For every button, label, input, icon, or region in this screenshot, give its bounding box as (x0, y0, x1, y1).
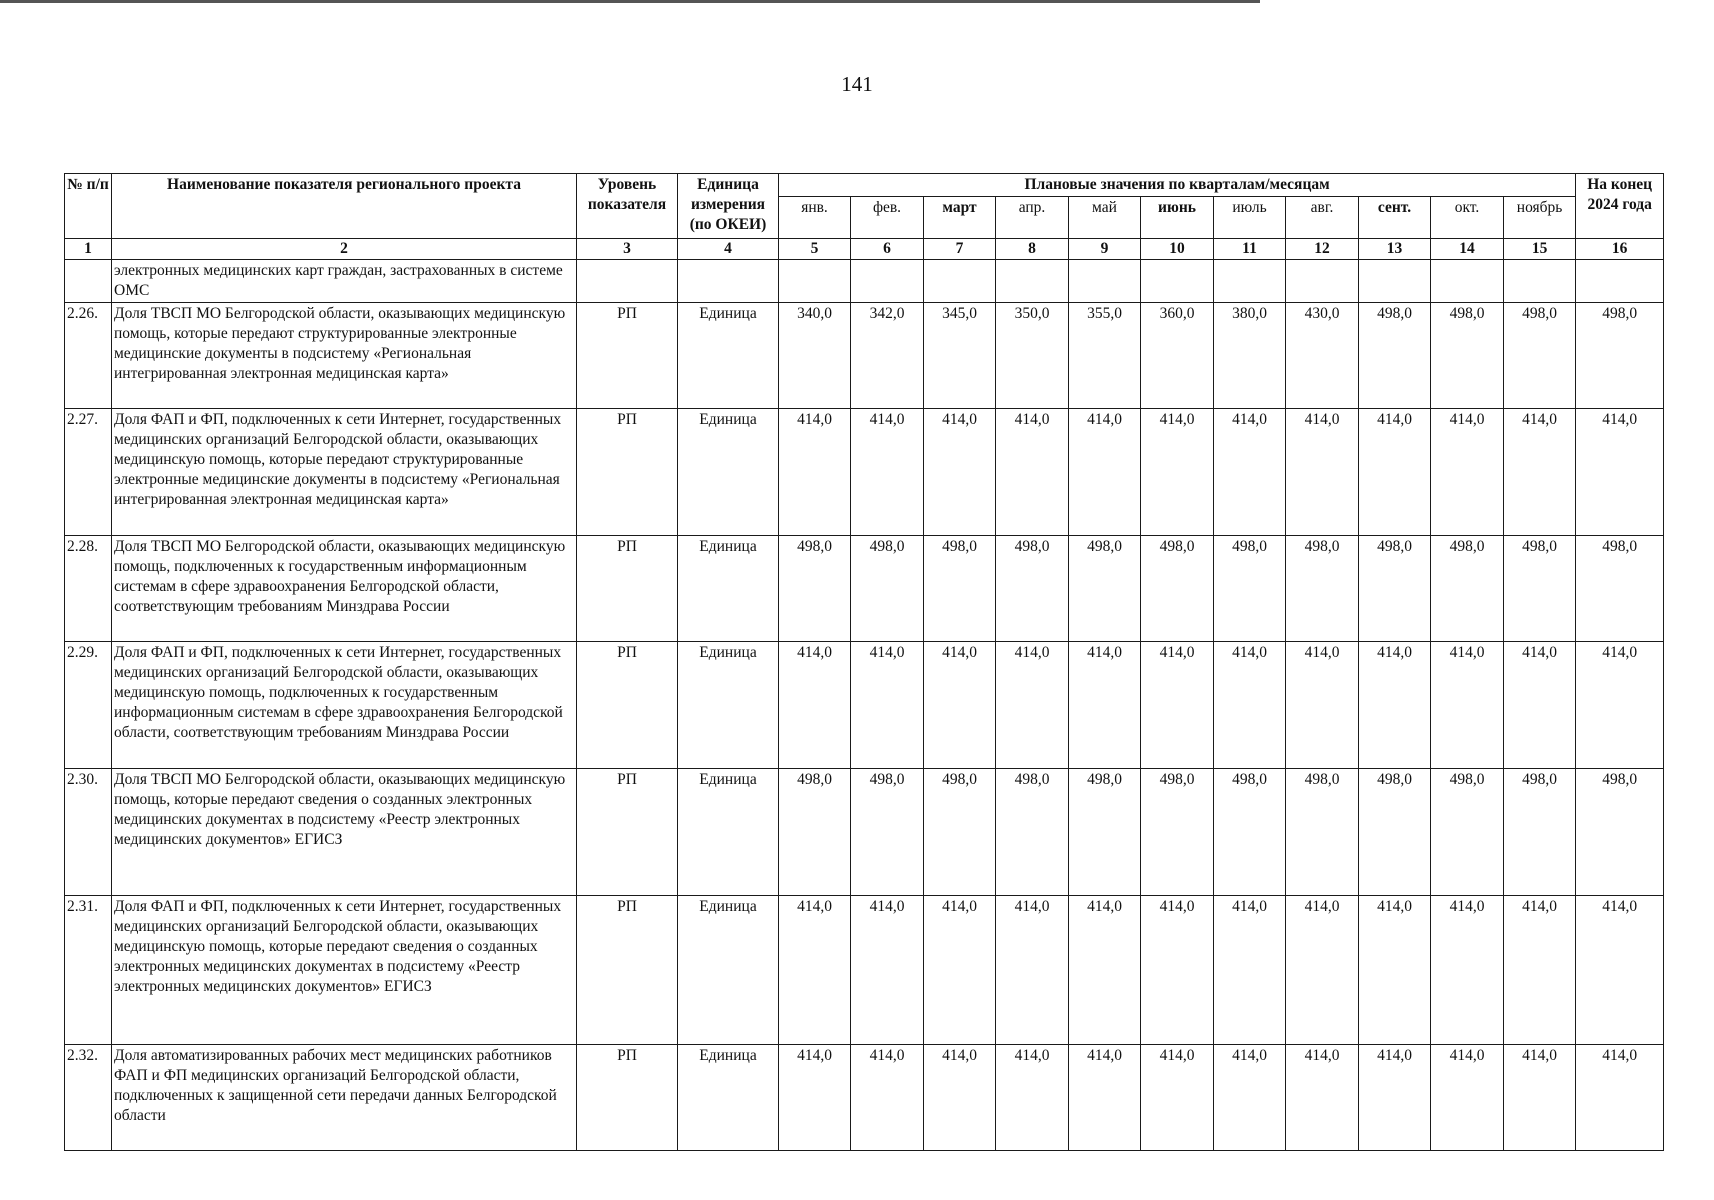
month-value: 414,0 (1286, 409, 1359, 536)
indicator-name: Доля автоматизированных рабочих мест медицинских работников ФАП и ФП медицинских организаций Белгородской области, подключенных к защищенной сети передачи данных Белгородской области (112, 1045, 577, 1151)
cell-empty (924, 260, 996, 303)
indicator-level: РП (577, 769, 678, 896)
month-value: 414,0 (851, 896, 924, 1045)
scan-edge-line (0, 0, 1260, 3)
col-number: 13 (1359, 239, 1431, 260)
month-value: 414,0 (1069, 896, 1141, 1045)
month-value: 414,0 (1504, 1045, 1576, 1151)
cell-empty (851, 260, 924, 303)
table-row (65, 1045, 1664, 1151)
month-value: 360,0 (1141, 303, 1214, 409)
indicator-level: РП (577, 536, 678, 642)
month-value: 414,0 (1359, 1045, 1431, 1151)
month-value: 498,0 (924, 536, 996, 642)
indicator-unit: Единица (678, 303, 779, 409)
month-value: 414,0 (851, 1045, 924, 1151)
month-value: 498,0 (1504, 303, 1576, 409)
indicator-unit: Единица (678, 1045, 779, 1151)
continuation-text: электронных медицинских карт граждан, застрахованных в системе ОМС (112, 260, 577, 303)
month-value: 498,0 (851, 769, 924, 896)
row-number: 2.32. (65, 1045, 112, 1151)
header-row-1 (65, 174, 1664, 197)
table-row (65, 409, 1664, 536)
col-number: 11 (1214, 239, 1286, 260)
col-number: 8 (996, 239, 1069, 260)
month-value: 498,0 (851, 536, 924, 642)
month-value: 414,0 (996, 896, 1069, 1045)
month-value: 340,0 (779, 303, 851, 409)
month-value: 498,0 (1286, 536, 1359, 642)
month-header: авг. (1286, 197, 1359, 239)
month-value: 414,0 (851, 642, 924, 769)
month-value: 498,0 (1431, 536, 1504, 642)
indicator-name: Доля ТВСП МО Белгородской области, оказывающих медицинскую помощь, которые передают сведения о созданных электронных медицинских документах в подсистему «Реестр электронных медицинских документов» ЕГИСЗ (112, 769, 577, 896)
indicator-unit: Единица (678, 769, 779, 896)
month-value: 498,0 (1214, 536, 1286, 642)
indicator-unit: Единица (678, 536, 779, 642)
cell-empty (65, 260, 112, 303)
cell-empty (1576, 260, 1664, 303)
month-value: 414,0 (1286, 896, 1359, 1045)
month-value: 350,0 (996, 303, 1069, 409)
month-value: 498,0 (779, 536, 851, 642)
month-header: окт. (1431, 197, 1504, 239)
col-number: 10 (1141, 239, 1214, 260)
col-number: 14 (1431, 239, 1504, 260)
cell-empty (1141, 260, 1214, 303)
month-value: 414,0 (779, 1045, 851, 1151)
table-row (65, 896, 1664, 1045)
indicator-unit: Единица (678, 642, 779, 769)
indicator-unit: Единица (678, 896, 779, 1045)
col-header-num: № п/п (65, 174, 112, 239)
indicator-level: РП (577, 409, 678, 536)
month-value: 498,0 (1286, 769, 1359, 896)
month-header: май (1069, 197, 1141, 239)
col-header-plan: Плановые значения по кварталам/месяцам (779, 174, 1576, 197)
month-value: 414,0 (924, 409, 996, 536)
cell-empty (996, 260, 1069, 303)
indicator-unit: Единица (678, 409, 779, 536)
month-value: 498,0 (1069, 769, 1141, 896)
month-header: июль (1214, 197, 1286, 239)
month-header: ноябрь (1504, 197, 1576, 239)
month-value: 498,0 (1504, 769, 1576, 896)
continuation-row (65, 260, 1664, 303)
cell-empty (779, 260, 851, 303)
month-value: 414,0 (924, 642, 996, 769)
indicators-table (64, 173, 1664, 1151)
indicator-level: РП (577, 642, 678, 769)
month-value: 498,0 (1431, 769, 1504, 896)
month-value: 498,0 (1359, 536, 1431, 642)
end-of-year-value: 498,0 (1576, 303, 1664, 409)
month-header: апр. (996, 197, 1069, 239)
end-of-year-value: 498,0 (1576, 536, 1664, 642)
table-body (65, 260, 1664, 1151)
month-value: 414,0 (1359, 896, 1431, 1045)
month-value: 498,0 (1141, 536, 1214, 642)
indicator-name: Доля ФАП и ФП, подключенных к сети Интернет, государственных медицинских организаций Белгородской области, оказывающих медицинскую помощь, которые передают структурированные электронные медицинские документы в подсистему «Региональная интегрированная электронная медицинская карта» (112, 409, 577, 536)
col-number: 16 (1576, 239, 1664, 260)
month-value: 342,0 (851, 303, 924, 409)
month-value: 414,0 (1214, 896, 1286, 1045)
month-value: 380,0 (1214, 303, 1286, 409)
row-number: 2.29. (65, 642, 112, 769)
month-value: 414,0 (779, 409, 851, 536)
month-value: 414,0 (996, 642, 1069, 769)
month-value: 414,0 (1069, 1045, 1141, 1151)
col-header-level: Уровень показателя (577, 174, 678, 239)
column-number-row (65, 239, 1664, 260)
end-of-year-value: 414,0 (1576, 642, 1664, 769)
month-value: 414,0 (924, 1045, 996, 1151)
month-value: 355,0 (1069, 303, 1141, 409)
table-row (65, 536, 1664, 642)
cell-empty (678, 260, 779, 303)
month-value: 498,0 (779, 769, 851, 896)
month-value: 414,0 (1069, 409, 1141, 536)
month-header: янв. (779, 197, 851, 239)
month-value: 414,0 (851, 409, 924, 536)
row-number: 2.31. (65, 896, 112, 1045)
month-header: июнь (1141, 197, 1214, 239)
indicator-name: Доля ФАП и ФП, подключенных к сети Интернет, государственных медицинских организаций Белгородской области, оказывающих медицинскую помощь, подключенных к государственным информационным системам в сфере здравоохранения Белгородской области, соответствующим требованиям Минздрава России (112, 642, 577, 769)
table-row (65, 769, 1664, 896)
row-number: 2.30. (65, 769, 112, 896)
month-value: 414,0 (779, 896, 851, 1045)
month-value: 414,0 (924, 896, 996, 1045)
month-value: 414,0 (1504, 642, 1576, 769)
month-value: 414,0 (1214, 642, 1286, 769)
page-number: 141 (841, 72, 873, 96)
cell-empty (1359, 260, 1431, 303)
col-number: 3 (577, 239, 678, 260)
month-value: 498,0 (1359, 303, 1431, 409)
end-of-year-value: 414,0 (1576, 896, 1664, 1045)
indicator-name: Доля ТВСП МО Белгородской области, оказывающих медицинскую помощь, подключенных к государственным информационным системам в сфере здравоохранения Белгородской области, соответствующим требованиям Минздрава России (112, 536, 577, 642)
month-header: фев. (851, 197, 924, 239)
month-value: 498,0 (996, 769, 1069, 896)
month-value: 414,0 (1359, 642, 1431, 769)
month-value: 414,0 (1431, 896, 1504, 1045)
end-of-year-value: 414,0 (1576, 1045, 1664, 1151)
table-row (65, 303, 1664, 409)
month-value: 414,0 (1141, 642, 1214, 769)
month-value: 498,0 (924, 769, 996, 896)
col-header-unit: Единица измерения (по ОКЕИ) (678, 174, 779, 239)
month-value: 498,0 (1069, 536, 1141, 642)
month-value: 430,0 (1286, 303, 1359, 409)
month-value: 414,0 (1141, 1045, 1214, 1151)
month-value: 414,0 (1504, 409, 1576, 536)
month-value: 414,0 (1286, 1045, 1359, 1151)
month-value: 414,0 (1214, 1045, 1286, 1151)
col-header-name: Наименование показателя регионального проекта (112, 174, 577, 239)
col-number: 4 (678, 239, 779, 260)
month-value: 498,0 (1431, 303, 1504, 409)
indicator-level: РП (577, 1045, 678, 1151)
month-value: 498,0 (1359, 769, 1431, 896)
month-value: 414,0 (779, 642, 851, 769)
end-of-year-value: 498,0 (1576, 769, 1664, 896)
cell-empty (1069, 260, 1141, 303)
col-number: 2 (112, 239, 577, 260)
month-value: 414,0 (996, 409, 1069, 536)
col-number: 7 (924, 239, 996, 260)
month-value: 414,0 (1431, 409, 1504, 536)
month-value: 414,0 (1141, 896, 1214, 1045)
cell-empty (1431, 260, 1504, 303)
end-of-year-value: 414,0 (1576, 409, 1664, 536)
col-number: 9 (1069, 239, 1141, 260)
indicator-level: РП (577, 303, 678, 409)
indicator-name: Доля ФАП и ФП, подключенных к сети Интернет, государственных медицинских организаций Белгородской области, оказывающих медицинскую помощь, которые передают сведения о созданных электронных медицинских документах в подсистему «Реестр электронных медицинских документов» ЕГИСЗ (112, 896, 577, 1045)
month-value: 498,0 (1214, 769, 1286, 896)
month-value: 498,0 (1141, 769, 1214, 896)
cell-empty (1286, 260, 1359, 303)
col-number: 6 (851, 239, 924, 260)
month-value: 414,0 (1504, 896, 1576, 1045)
col-number: 1 (65, 239, 112, 260)
month-value: 498,0 (996, 536, 1069, 642)
indicator-name: Доля ТВСП МО Белгородской области, оказывающих медицинскую помощь, которые передают структурированные электронные медицинские документы в подсистему «Региональная интегрированная электронная медицинская карта» (112, 303, 577, 409)
indicator-level: РП (577, 896, 678, 1045)
month-value: 414,0 (1359, 409, 1431, 536)
col-number: 12 (1286, 239, 1359, 260)
month-value: 414,0 (996, 1045, 1069, 1151)
month-value: 414,0 (1214, 409, 1286, 536)
month-value: 414,0 (1431, 1045, 1504, 1151)
month-value: 414,0 (1141, 409, 1214, 536)
cell-empty (1214, 260, 1286, 303)
col-header-end: На конец 2024 года (1576, 174, 1664, 239)
cell-empty (577, 260, 678, 303)
row-number: 2.27. (65, 409, 112, 536)
month-value: 498,0 (1504, 536, 1576, 642)
month-value: 414,0 (1431, 642, 1504, 769)
month-header: март (924, 197, 996, 239)
col-number: 5 (779, 239, 851, 260)
month-value: 414,0 (1069, 642, 1141, 769)
col-number: 15 (1504, 239, 1576, 260)
month-value: 414,0 (1286, 642, 1359, 769)
row-number: 2.28. (65, 536, 112, 642)
month-header: сент. (1359, 197, 1431, 239)
cell-empty (1504, 260, 1576, 303)
row-number: 2.26. (65, 303, 112, 409)
month-value: 345,0 (924, 303, 996, 409)
table-row (65, 642, 1664, 769)
